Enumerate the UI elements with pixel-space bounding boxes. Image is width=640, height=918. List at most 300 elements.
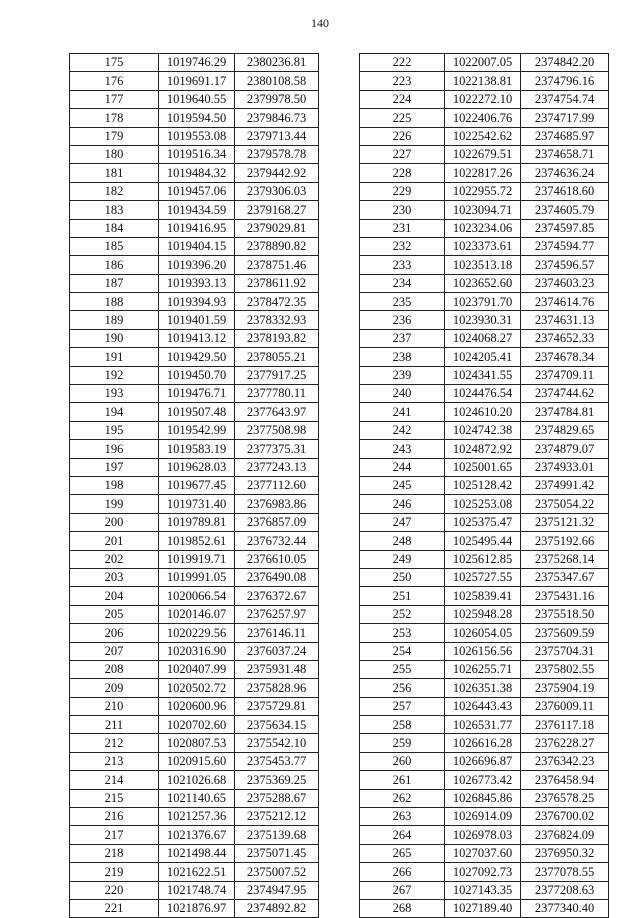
point-number-cell: 236	[360, 311, 445, 329]
point-number-cell: 263	[360, 808, 445, 826]
table-row	[70, 440, 319, 458]
point-number-cell: 180	[70, 145, 159, 163]
y-coordinate-cell: 2376372.67	[235, 587, 319, 605]
x-coordinate-cell: 1026351.38	[445, 679, 521, 697]
y-coordinate-cell: 2375518.50	[521, 605, 609, 623]
x-coordinate-cell: 1019516.34	[159, 145, 235, 163]
point-number-cell: 175	[70, 54, 159, 72]
table-row	[360, 752, 609, 770]
x-coordinate-cell: 1021257.36	[159, 808, 235, 826]
point-number-cell: 216	[70, 808, 159, 826]
x-coordinate-cell: 1020600.96	[159, 697, 235, 715]
x-coordinate-cell: 1025948.28	[445, 605, 521, 623]
y-coordinate-cell: 2374631.13	[521, 311, 609, 329]
y-coordinate-cell: 2375347.67	[521, 568, 609, 586]
x-coordinate-cell: 1026845.86	[445, 789, 521, 807]
y-coordinate-cell: 2379578.78	[235, 145, 319, 163]
point-number-cell: 264	[360, 826, 445, 844]
y-coordinate-cell: 2374796.16	[521, 72, 609, 90]
y-coordinate-cell: 2376117.18	[521, 716, 609, 734]
table-row	[70, 624, 319, 642]
table-row	[70, 403, 319, 421]
point-number-cell: 201	[70, 532, 159, 550]
table-row	[360, 274, 609, 292]
y-coordinate-cell: 2376257.97	[235, 605, 319, 623]
y-coordinate-cell: 2374709.11	[521, 366, 609, 384]
table-row	[70, 458, 319, 476]
table-row	[360, 237, 609, 255]
x-coordinate-cell: 1019991.05	[159, 568, 235, 586]
table-row	[360, 348, 609, 366]
table-row	[360, 605, 609, 623]
x-coordinate-cell: 1022817.26	[445, 164, 521, 182]
y-coordinate-cell: 2379029.81	[235, 219, 319, 237]
point-number-cell: 206	[70, 624, 159, 642]
point-number-cell: 193	[70, 385, 159, 403]
x-coordinate-cell: 1027037.60	[445, 844, 521, 862]
y-coordinate-cell: 2374991.42	[521, 476, 609, 494]
y-coordinate-cell: 2377375.31	[235, 440, 319, 458]
point-number-cell: 262	[360, 789, 445, 807]
x-coordinate-cell: 1025839.41	[445, 587, 521, 605]
point-number-cell: 187	[70, 274, 159, 292]
point-number-cell: 214	[70, 771, 159, 789]
table-row	[70, 495, 319, 513]
y-coordinate-cell: 2374594.77	[521, 237, 609, 255]
point-number-cell: 186	[70, 256, 159, 274]
y-coordinate-cell: 2374596.57	[521, 256, 609, 274]
y-coordinate-cell: 2377643.97	[235, 403, 319, 421]
table-row	[360, 421, 609, 439]
point-number-cell: 209	[70, 679, 159, 697]
x-coordinate-cell: 1027092.73	[445, 863, 521, 881]
x-coordinate-cell: 1026696.87	[445, 752, 521, 770]
y-coordinate-cell: 2375071.45	[235, 844, 319, 862]
x-coordinate-cell: 1026156.56	[445, 642, 521, 660]
x-coordinate-cell: 1023791.70	[445, 293, 521, 311]
y-coordinate-cell: 2379846.73	[235, 109, 319, 127]
table-row	[70, 642, 319, 660]
x-coordinate-cell: 1019484.32	[159, 164, 235, 182]
x-coordinate-cell: 1027143.35	[445, 881, 521, 899]
x-coordinate-cell: 1020316.90	[159, 642, 235, 660]
point-number-cell: 204	[70, 587, 159, 605]
x-coordinate-cell: 1024205.41	[445, 348, 521, 366]
y-coordinate-cell: 2378890.82	[235, 237, 319, 255]
x-coordinate-cell: 1021376.67	[159, 826, 235, 844]
table-row	[360, 182, 609, 200]
table-row	[360, 293, 609, 311]
point-number-cell: 185	[70, 237, 159, 255]
y-coordinate-cell: 2375139.68	[235, 826, 319, 844]
y-coordinate-cell: 2375121.32	[521, 513, 609, 531]
table-row	[70, 54, 319, 72]
x-coordinate-cell: 1019413.12	[159, 329, 235, 347]
x-coordinate-cell: 1025495.44	[445, 532, 521, 550]
table-row	[70, 421, 319, 439]
x-coordinate-cell: 1026914.09	[445, 808, 521, 826]
x-coordinate-cell: 1022406.76	[445, 109, 521, 127]
y-coordinate-cell: 2376857.09	[235, 513, 319, 531]
y-coordinate-cell: 2377112.60	[235, 476, 319, 494]
point-number-cell: 253	[360, 624, 445, 642]
point-number-cell: 230	[360, 201, 445, 219]
table-row	[70, 348, 319, 366]
y-coordinate-cell: 2374842.20	[521, 54, 609, 72]
point-number-cell: 243	[360, 440, 445, 458]
table-row	[70, 72, 319, 90]
point-number-cell: 266	[360, 863, 445, 881]
table-row	[360, 164, 609, 182]
y-coordinate-cell: 2374744.62	[521, 385, 609, 403]
point-number-cell: 218	[70, 844, 159, 862]
x-coordinate-cell: 1021622.51	[159, 863, 235, 881]
x-coordinate-cell: 1021140.65	[159, 789, 235, 807]
x-coordinate-cell: 1019404.15	[159, 237, 235, 255]
x-coordinate-cell: 1022007.05	[445, 54, 521, 72]
y-coordinate-cell: 2375192.66	[521, 532, 609, 550]
point-number-cell: 189	[70, 311, 159, 329]
y-coordinate-cell: 2376009.11	[521, 697, 609, 715]
y-coordinate-cell: 2378055.21	[235, 348, 319, 366]
table-row	[70, 752, 319, 770]
point-number-cell: 199	[70, 495, 159, 513]
x-coordinate-cell: 1025253.08	[445, 495, 521, 513]
table-row	[70, 863, 319, 881]
x-coordinate-cell: 1020702.60	[159, 716, 235, 734]
y-coordinate-cell: 2376950.32	[521, 844, 609, 862]
point-number-cell: 248	[360, 532, 445, 550]
y-coordinate-cell: 2379442.92	[235, 164, 319, 182]
table-row	[360, 90, 609, 108]
point-number-cell: 254	[360, 642, 445, 660]
x-coordinate-cell: 1024872.92	[445, 440, 521, 458]
point-number-cell: 211	[70, 716, 159, 734]
table-row	[360, 366, 609, 384]
x-coordinate-cell: 1021498.44	[159, 844, 235, 862]
table-row	[70, 329, 319, 347]
y-coordinate-cell: 2376342.23	[521, 752, 609, 770]
point-number-cell: 233	[360, 256, 445, 274]
y-coordinate-cell: 2374597.85	[521, 219, 609, 237]
point-number-cell: 176	[70, 72, 159, 90]
x-coordinate-cell: 1019677.45	[159, 476, 235, 494]
y-coordinate-cell: 2377340.40	[521, 899, 609, 917]
point-number-cell: 240	[360, 385, 445, 403]
y-coordinate-cell: 2375904.19	[521, 679, 609, 697]
x-coordinate-cell: 1026616.28	[445, 734, 521, 752]
x-coordinate-cell: 1020066.54	[159, 587, 235, 605]
x-coordinate-cell: 1019746.29	[159, 54, 235, 72]
point-number-cell: 235	[360, 293, 445, 311]
table-row	[360, 863, 609, 881]
y-coordinate-cell: 2374618.60	[521, 182, 609, 200]
x-coordinate-cell: 1024341.55	[445, 366, 521, 384]
y-coordinate-cell: 2374947.95	[235, 881, 319, 899]
table-row	[360, 385, 609, 403]
table-row	[70, 789, 319, 807]
point-number-cell: 178	[70, 109, 159, 127]
y-coordinate-cell: 2378332.93	[235, 311, 319, 329]
table-row	[70, 844, 319, 862]
table-row	[360, 145, 609, 163]
point-number-cell: 260	[360, 752, 445, 770]
table-row	[70, 568, 319, 586]
point-number-cell: 210	[70, 697, 159, 715]
y-coordinate-cell: 2375634.15	[235, 716, 319, 734]
x-coordinate-cell: 1019396.20	[159, 256, 235, 274]
point-number-cell: 224	[360, 90, 445, 108]
x-coordinate-cell: 1019394.93	[159, 293, 235, 311]
x-coordinate-cell: 1019450.70	[159, 366, 235, 384]
table-row	[360, 458, 609, 476]
table-row	[360, 697, 609, 715]
y-coordinate-cell: 2376700.02	[521, 808, 609, 826]
y-coordinate-cell: 2379978.50	[235, 90, 319, 108]
y-coordinate-cell: 2374892.82	[235, 899, 319, 917]
table-row	[360, 513, 609, 531]
y-coordinate-cell: 2374784.81	[521, 403, 609, 421]
y-coordinate-cell: 2375268.14	[521, 550, 609, 568]
x-coordinate-cell: 1026978.03	[445, 826, 521, 844]
y-coordinate-cell: 2376146.11	[235, 624, 319, 642]
table-row	[360, 127, 609, 145]
x-coordinate-cell: 1026255.71	[445, 660, 521, 678]
table-row	[360, 771, 609, 789]
table-row	[70, 201, 319, 219]
y-coordinate-cell: 2374879.07	[521, 440, 609, 458]
y-coordinate-cell: 2374685.97	[521, 127, 609, 145]
point-number-cell: 268	[360, 899, 445, 917]
x-coordinate-cell: 1019416.95	[159, 219, 235, 237]
x-coordinate-cell: 1019594.50	[159, 109, 235, 127]
point-number-cell: 212	[70, 734, 159, 752]
table-row	[360, 109, 609, 127]
point-number-cell: 237	[360, 329, 445, 347]
x-coordinate-cell: 1019583.19	[159, 440, 235, 458]
y-coordinate-cell: 2375054.22	[521, 495, 609, 513]
y-coordinate-cell: 2374717.99	[521, 109, 609, 127]
point-number-cell: 195	[70, 421, 159, 439]
point-number-cell: 213	[70, 752, 159, 770]
point-number-cell: 245	[360, 476, 445, 494]
y-coordinate-cell: 2376458.94	[521, 771, 609, 789]
table-row	[70, 182, 319, 200]
table-row	[70, 109, 319, 127]
point-number-cell: 238	[360, 348, 445, 366]
table-row	[360, 311, 609, 329]
point-number-cell: 267	[360, 881, 445, 899]
x-coordinate-cell: 1026773.42	[445, 771, 521, 789]
y-coordinate-cell: 2378751.46	[235, 256, 319, 274]
point-number-cell: 257	[360, 697, 445, 715]
y-coordinate-cell: 2378472.35	[235, 293, 319, 311]
point-number-cell: 249	[360, 550, 445, 568]
x-coordinate-cell: 1023373.61	[445, 237, 521, 255]
x-coordinate-cell: 1019457.06	[159, 182, 235, 200]
x-coordinate-cell: 1019553.08	[159, 127, 235, 145]
y-coordinate-cell: 2375453.77	[235, 752, 319, 770]
table-row	[360, 532, 609, 550]
y-coordinate-cell: 2374652.33	[521, 329, 609, 347]
x-coordinate-cell: 1020807.53	[159, 734, 235, 752]
y-coordinate-cell: 2376037.24	[235, 642, 319, 660]
x-coordinate-cell: 1019731.40	[159, 495, 235, 513]
x-coordinate-cell: 1020502.72	[159, 679, 235, 697]
page-number: 140	[311, 16, 329, 30]
table-row	[360, 568, 609, 586]
point-number-cell: 181	[70, 164, 159, 182]
point-number-cell: 261	[360, 771, 445, 789]
point-number-cell: 232	[360, 237, 445, 255]
x-coordinate-cell: 1019507.48	[159, 403, 235, 421]
y-coordinate-cell: 2374603.23	[521, 274, 609, 292]
x-coordinate-cell: 1023930.31	[445, 311, 521, 329]
y-coordinate-cell: 2375704.31	[521, 642, 609, 660]
x-coordinate-cell: 1023094.71	[445, 201, 521, 219]
y-coordinate-cell: 2376732.44	[235, 532, 319, 550]
point-number-cell: 242	[360, 421, 445, 439]
table-row	[70, 366, 319, 384]
y-coordinate-cell: 2375609.59	[521, 624, 609, 642]
point-number-cell: 182	[70, 182, 159, 200]
point-number-cell: 205	[70, 605, 159, 623]
table-row	[360, 734, 609, 752]
y-coordinate-cell: 2374754.74	[521, 90, 609, 108]
point-number-cell: 252	[360, 605, 445, 623]
point-number-cell: 217	[70, 826, 159, 844]
y-coordinate-cell: 2374829.65	[521, 421, 609, 439]
y-coordinate-cell: 2376824.09	[521, 826, 609, 844]
point-number-cell: 207	[70, 642, 159, 660]
x-coordinate-cell: 1021026.68	[159, 771, 235, 789]
table-row	[360, 440, 609, 458]
x-coordinate-cell: 1019852.61	[159, 532, 235, 550]
table-row	[360, 550, 609, 568]
x-coordinate-cell: 1019542.99	[159, 421, 235, 439]
point-number-cell: 256	[360, 679, 445, 697]
table-row	[360, 679, 609, 697]
table-row	[70, 274, 319, 292]
x-coordinate-cell: 1022542.62	[445, 127, 521, 145]
y-coordinate-cell: 2374636.24	[521, 164, 609, 182]
point-number-cell: 194	[70, 403, 159, 421]
point-number-cell: 244	[360, 458, 445, 476]
table-row	[70, 826, 319, 844]
x-coordinate-cell: 1025727.55	[445, 568, 521, 586]
x-coordinate-cell: 1019429.50	[159, 348, 235, 366]
coordinates-table-left	[69, 53, 319, 918]
point-number-cell: 225	[360, 109, 445, 127]
table-row	[360, 624, 609, 642]
table-row	[70, 605, 319, 623]
x-coordinate-cell: 1022679.51	[445, 145, 521, 163]
table-row	[360, 256, 609, 274]
y-coordinate-cell: 2375007.52	[235, 863, 319, 881]
point-number-cell: 265	[360, 844, 445, 862]
y-coordinate-cell: 2374605.79	[521, 201, 609, 219]
point-number-cell: 255	[360, 660, 445, 678]
x-coordinate-cell: 1022272.10	[445, 90, 521, 108]
point-number-cell: 198	[70, 476, 159, 494]
table-row	[360, 495, 609, 513]
point-number-cell: 219	[70, 863, 159, 881]
x-coordinate-cell: 1019628.03	[159, 458, 235, 476]
table-row	[70, 145, 319, 163]
point-number-cell: 234	[360, 274, 445, 292]
x-coordinate-cell: 1025001.65	[445, 458, 521, 476]
point-number-cell: 226	[360, 127, 445, 145]
table-row	[360, 642, 609, 660]
point-number-cell: 251	[360, 587, 445, 605]
table-row	[360, 587, 609, 605]
x-coordinate-cell: 1019476.71	[159, 385, 235, 403]
x-coordinate-cell: 1019434.59	[159, 201, 235, 219]
table-row	[360, 844, 609, 862]
point-number-cell: 239	[360, 366, 445, 384]
y-coordinate-cell: 2376610.05	[235, 550, 319, 568]
table-row	[70, 256, 319, 274]
x-coordinate-cell: 1021876.97	[159, 899, 235, 917]
table-row	[70, 808, 319, 826]
y-coordinate-cell: 2376490.08	[235, 568, 319, 586]
table-row	[70, 771, 319, 789]
point-number-cell: 231	[360, 219, 445, 237]
y-coordinate-cell: 2375212.12	[235, 808, 319, 826]
y-coordinate-cell: 2377078.55	[521, 863, 609, 881]
table-row	[70, 716, 319, 734]
table-row	[70, 513, 319, 531]
x-coordinate-cell: 1023234.06	[445, 219, 521, 237]
point-number-cell: 208	[70, 660, 159, 678]
table-row	[360, 826, 609, 844]
x-coordinate-cell: 1025612.85	[445, 550, 521, 568]
table-row	[360, 219, 609, 237]
y-coordinate-cell: 2380236.81	[235, 54, 319, 72]
point-number-cell: 228	[360, 164, 445, 182]
y-coordinate-cell: 2375369.25	[235, 771, 319, 789]
table-row	[70, 293, 319, 311]
y-coordinate-cell: 2378611.92	[235, 274, 319, 292]
x-coordinate-cell: 1026443.43	[445, 697, 521, 715]
x-coordinate-cell: 1019789.81	[159, 513, 235, 531]
point-number-cell: 177	[70, 90, 159, 108]
table-row	[70, 697, 319, 715]
x-coordinate-cell: 1024068.27	[445, 329, 521, 347]
point-number-cell: 200	[70, 513, 159, 531]
table-row	[360, 808, 609, 826]
table-row	[70, 550, 319, 568]
table-row	[360, 660, 609, 678]
point-number-cell: 229	[360, 182, 445, 200]
table-row	[70, 734, 319, 752]
point-number-cell: 184	[70, 219, 159, 237]
x-coordinate-cell: 1019691.17	[159, 72, 235, 90]
y-coordinate-cell: 2379306.03	[235, 182, 319, 200]
table-row	[360, 201, 609, 219]
y-coordinate-cell: 2374658.71	[521, 145, 609, 163]
table-row	[70, 219, 319, 237]
point-number-cell: 196	[70, 440, 159, 458]
y-coordinate-cell: 2374933.01	[521, 458, 609, 476]
y-coordinate-cell: 2379168.27	[235, 201, 319, 219]
point-number-cell: 250	[360, 568, 445, 586]
y-coordinate-cell: 2375542.10	[235, 734, 319, 752]
point-number-cell: 202	[70, 550, 159, 568]
table-row	[70, 532, 319, 550]
point-number-cell: 258	[360, 716, 445, 734]
table-row	[70, 587, 319, 605]
